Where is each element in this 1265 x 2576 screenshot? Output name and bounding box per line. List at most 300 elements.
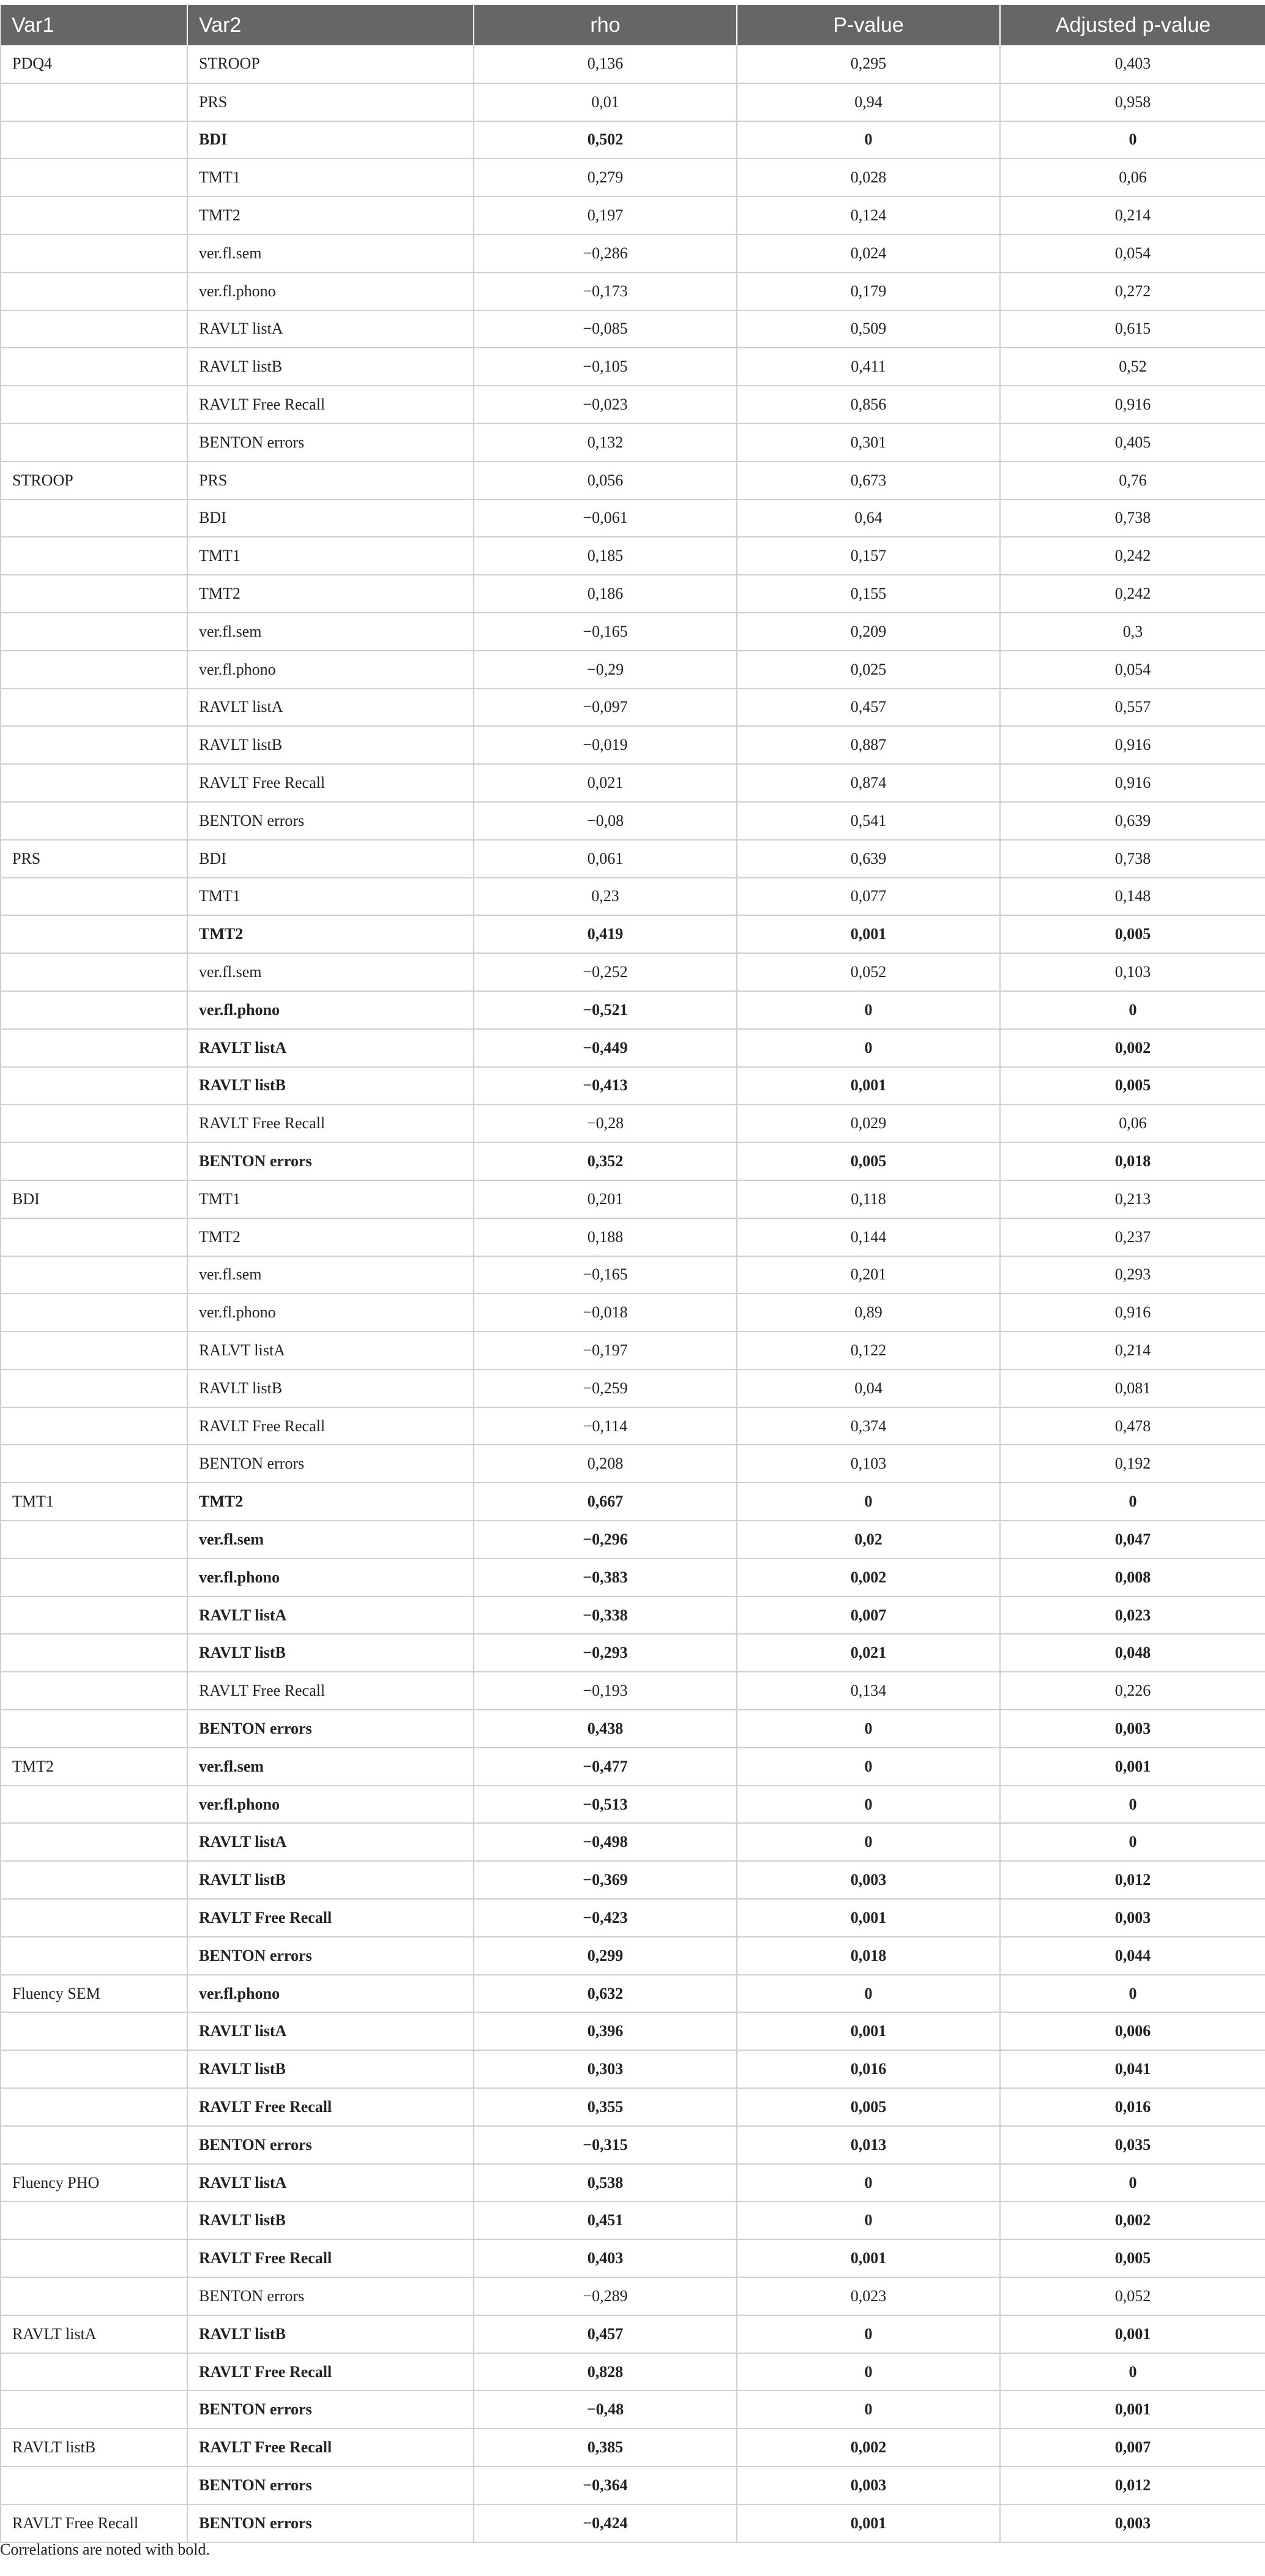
cell-adjusted-p-value: 0,557 xyxy=(1000,689,1265,727)
cell-p-value: 0,003 xyxy=(737,1861,1000,1899)
table-row xyxy=(1,1559,1265,1597)
cell-adjusted-p-value: 0,76 xyxy=(1000,462,1265,500)
cell-adjusted-p-value: 0,3 xyxy=(1000,613,1265,651)
cell-var2: ver.fl.sem xyxy=(187,1748,474,1786)
cell-adjusted-p-value: 0,916 xyxy=(1000,1294,1265,1331)
cell-adjusted-p-value: 0,001 xyxy=(1000,1748,1265,1786)
cell-var2: RAVLT listA xyxy=(187,1029,474,1067)
cell-var1 xyxy=(1,689,187,727)
cell-var2: ver.fl.sem xyxy=(187,234,474,272)
cell-var1 xyxy=(1,424,187,462)
cell-var1 xyxy=(1,1029,187,1067)
table-row xyxy=(1,764,1265,802)
cell-var2: BENTON errors xyxy=(187,2504,474,2542)
cell-var2: BENTON errors xyxy=(187,1710,474,1748)
cell-var2: TMT2 xyxy=(187,197,474,234)
cell-var1: Fluency SEM xyxy=(1,1975,187,2013)
cell-rho: 0,355 xyxy=(474,2088,737,2126)
cell-var2: RAVLT listB xyxy=(187,2315,474,2353)
cell-var2: ver.fl.phono xyxy=(187,1786,474,1824)
cell-adjusted-p-value: 0 xyxy=(1000,2164,1265,2202)
cell-p-value: 0 xyxy=(737,1975,1000,2013)
cell-p-value: 0,052 xyxy=(737,953,1000,991)
cell-rho: 0,667 xyxy=(474,1483,737,1521)
cell-adjusted-p-value: 0,52 xyxy=(1000,348,1265,386)
cell-var2: RAVLT listA xyxy=(187,310,474,348)
cell-var2: ver.fl.sem xyxy=(187,1256,474,1294)
cell-rho: −0,197 xyxy=(474,1331,737,1369)
cell-p-value: 0 xyxy=(737,1786,1000,1824)
table-row xyxy=(1,537,1265,575)
cell-p-value: 0,541 xyxy=(737,802,1000,840)
header-row xyxy=(1,5,1265,45)
cell-var2: BENTON errors xyxy=(187,2466,474,2504)
table-row xyxy=(1,1672,1265,1710)
cell-p-value: 0,118 xyxy=(737,1180,1000,1218)
correlation-table xyxy=(0,5,1265,2543)
cell-adjusted-p-value: 0,916 xyxy=(1000,386,1265,424)
cell-p-value: 0,887 xyxy=(737,726,1000,764)
cell-p-value: 0 xyxy=(737,2391,1000,2428)
cell-adjusted-p-value: 0,044 xyxy=(1000,1937,1265,1975)
cell-rho: −0,114 xyxy=(474,1407,737,1445)
cell-adjusted-p-value: 0,003 xyxy=(1000,2504,1265,2542)
cell-var2: RAVLT listA xyxy=(187,689,474,727)
cell-p-value: 0 xyxy=(737,1823,1000,1861)
table-row xyxy=(1,2050,1265,2088)
cell-rho: −0,364 xyxy=(474,2466,737,2504)
cell-rho: −0,193 xyxy=(474,1672,737,1710)
table-row xyxy=(1,386,1265,424)
cell-var2: RAVLT listA xyxy=(187,1597,474,1634)
table-row xyxy=(1,1294,1265,1331)
cell-var1 xyxy=(1,1559,187,1597)
header-p-value: P-value xyxy=(737,5,1000,45)
cell-var2: RAVLT Free Recall xyxy=(187,1672,474,1710)
cell-rho: −0,252 xyxy=(474,953,737,991)
cell-rho: −0,29 xyxy=(474,651,737,689)
cell-var1 xyxy=(1,2466,187,2504)
table-row xyxy=(1,2012,1265,2050)
table-row xyxy=(1,2277,1265,2315)
cell-p-value: 0,028 xyxy=(737,159,1000,197)
cell-rho: 0,056 xyxy=(474,462,737,500)
cell-rho: 0,457 xyxy=(474,2315,737,2353)
cell-var1: BDI xyxy=(1,1180,187,1218)
cell-rho: −0,165 xyxy=(474,613,737,651)
cell-p-value: 0,001 xyxy=(737,2504,1000,2542)
cell-adjusted-p-value: 0,916 xyxy=(1000,764,1265,802)
cell-rho: 0,438 xyxy=(474,1710,737,1748)
cell-var2: RAVLT Free Recall xyxy=(187,1899,474,1937)
cell-var1 xyxy=(1,1407,187,1445)
table-row xyxy=(1,689,1265,727)
cell-var2: BENTON errors xyxy=(187,1937,474,1975)
cell-adjusted-p-value: 0,003 xyxy=(1000,1710,1265,1748)
cell-var2: BENTON errors xyxy=(187,1142,474,1180)
cell-var2: RAVLT listB xyxy=(187,1861,474,1899)
cell-var2: BENTON errors xyxy=(187,1445,474,1483)
cell-rho: −0,477 xyxy=(474,1748,737,1786)
cell-p-value: 0,002 xyxy=(737,2428,1000,2466)
cell-adjusted-p-value: 0,006 xyxy=(1000,2012,1265,2050)
cell-adjusted-p-value: 0,213 xyxy=(1000,1180,1265,1218)
cell-rho: 0,188 xyxy=(474,1218,737,1256)
cell-p-value: 0 xyxy=(737,1483,1000,1521)
cell-var2: TMT2 xyxy=(187,575,474,613)
cell-adjusted-p-value: 0,041 xyxy=(1000,2050,1265,2088)
table-row xyxy=(1,840,1265,878)
table-row xyxy=(1,2239,1265,2277)
cell-rho: −0,424 xyxy=(474,2504,737,2542)
cell-rho: 0,299 xyxy=(474,1937,737,1975)
cell-rho: 0,419 xyxy=(474,915,737,953)
cell-var1 xyxy=(1,1218,187,1256)
cell-var2: ver.fl.phono xyxy=(187,1559,474,1597)
cell-rho: −0,061 xyxy=(474,500,737,537)
cell-adjusted-p-value: 0,054 xyxy=(1000,234,1265,272)
cell-var2: RAVLT listB xyxy=(187,1634,474,1672)
cell-p-value: 0,201 xyxy=(737,1256,1000,1294)
table-row xyxy=(1,462,1265,500)
cell-rho: 0,197 xyxy=(474,197,737,234)
cell-var2: RAVLT listB xyxy=(187,1067,474,1105)
cell-p-value: 0,02 xyxy=(737,1521,1000,1559)
table-row xyxy=(1,1256,1265,1294)
cell-adjusted-p-value: 0,005 xyxy=(1000,1067,1265,1105)
cell-p-value: 0,003 xyxy=(737,2466,1000,2504)
cell-p-value: 0,639 xyxy=(737,840,1000,878)
cell-var2: RAVLT Free Recall xyxy=(187,1407,474,1445)
header-rho: rho xyxy=(474,5,737,45)
cell-var2: TMT1 xyxy=(187,537,474,575)
cell-p-value: 0 xyxy=(737,991,1000,1029)
cell-var1 xyxy=(1,1067,187,1105)
cell-adjusted-p-value: 0 xyxy=(1000,1975,1265,2013)
cell-rho: −0,173 xyxy=(474,272,737,310)
cell-rho: −0,019 xyxy=(474,726,737,764)
cell-var2: BENTON errors xyxy=(187,2277,474,2315)
cell-p-value: 0,005 xyxy=(737,1142,1000,1180)
cell-p-value: 0,001 xyxy=(737,2239,1000,2277)
table-row xyxy=(1,1861,1265,1899)
cell-adjusted-p-value: 0,054 xyxy=(1000,651,1265,689)
cell-p-value: 0,024 xyxy=(737,234,1000,272)
cell-p-value: 0 xyxy=(737,1748,1000,1786)
table-row xyxy=(1,2315,1265,2353)
cell-adjusted-p-value: 0,242 xyxy=(1000,575,1265,613)
cell-p-value: 0 xyxy=(737,1029,1000,1067)
table-row xyxy=(1,2353,1265,2391)
cell-rho: −0,513 xyxy=(474,1786,737,1824)
table-row xyxy=(1,1786,1265,1824)
cell-rho: −0,338 xyxy=(474,1597,737,1634)
cell-p-value: 0,457 xyxy=(737,689,1000,727)
cell-adjusted-p-value: 0,639 xyxy=(1000,802,1265,840)
cell-var2: TMT2 xyxy=(187,915,474,953)
cell-adjusted-p-value: 0,001 xyxy=(1000,2315,1265,2353)
cell-var1 xyxy=(1,726,187,764)
cell-var1 xyxy=(1,83,187,121)
cell-var1 xyxy=(1,1369,187,1407)
cell-var1 xyxy=(1,121,187,159)
cell-var1 xyxy=(1,1142,187,1180)
cell-p-value: 0,64 xyxy=(737,500,1000,537)
cell-p-value: 0,411 xyxy=(737,348,1000,386)
cell-rho: 0,451 xyxy=(474,2201,737,2239)
cell-rho: 0,201 xyxy=(474,1180,737,1218)
cell-var2: RAVLT Free Recall xyxy=(187,764,474,802)
cell-adjusted-p-value: 0,047 xyxy=(1000,1521,1265,1559)
cell-var1 xyxy=(1,500,187,537)
cell-rho: 0,828 xyxy=(474,2353,737,2391)
cell-adjusted-p-value: 0,738 xyxy=(1000,840,1265,878)
cell-var2: ver.fl.phono xyxy=(187,272,474,310)
cell-var1 xyxy=(1,991,187,1029)
cell-var2: TMT2 xyxy=(187,1483,474,1521)
cell-rho: −0,259 xyxy=(474,1369,737,1407)
cell-rho: 0,132 xyxy=(474,424,737,462)
cell-rho: −0,423 xyxy=(474,1899,737,1937)
cell-adjusted-p-value: 0 xyxy=(1000,121,1265,159)
cell-var1 xyxy=(1,1294,187,1331)
table-row xyxy=(1,1823,1265,1861)
cell-var1 xyxy=(1,764,187,802)
cell-adjusted-p-value: 0,023 xyxy=(1000,1597,1265,1634)
cell-rho: −0,289 xyxy=(474,2277,737,2315)
cell-rho: −0,48 xyxy=(474,2391,737,2428)
cell-var1 xyxy=(1,1597,187,1634)
cell-p-value: 0,157 xyxy=(737,537,1000,575)
cell-adjusted-p-value: 0,012 xyxy=(1000,2466,1265,2504)
cell-p-value: 0,007 xyxy=(737,1597,1000,1634)
cell-p-value: 0,029 xyxy=(737,1104,1000,1142)
cell-var1 xyxy=(1,272,187,310)
cell-var1 xyxy=(1,348,187,386)
cell-p-value: 0,005 xyxy=(737,2088,1000,2126)
cell-p-value: 0,301 xyxy=(737,424,1000,462)
cell-var2: RAVLT listA xyxy=(187,1823,474,1861)
cell-p-value: 0,013 xyxy=(737,2126,1000,2164)
cell-var2: RAVLT Free Recall xyxy=(187,2428,474,2466)
table-row xyxy=(1,915,1265,953)
cell-var2: ver.fl.sem xyxy=(187,1521,474,1559)
cell-p-value: 0 xyxy=(737,2315,1000,2353)
cell-adjusted-p-value: 0,272 xyxy=(1000,272,1265,310)
cell-var1 xyxy=(1,310,187,348)
cell-adjusted-p-value: 0,016 xyxy=(1000,2088,1265,2126)
cell-var1: PRS xyxy=(1,840,187,878)
table-row xyxy=(1,1104,1265,1142)
cell-var2: BDI xyxy=(187,500,474,537)
cell-p-value: 0,155 xyxy=(737,575,1000,613)
cell-var2: RAVLT listA xyxy=(187,2164,474,2202)
cell-p-value: 0,122 xyxy=(737,1331,1000,1369)
cell-p-value: 0,874 xyxy=(737,764,1000,802)
cell-adjusted-p-value: 0,002 xyxy=(1000,1029,1265,1067)
cell-adjusted-p-value: 0,405 xyxy=(1000,424,1265,462)
cell-adjusted-p-value: 0,148 xyxy=(1000,878,1265,916)
cell-adjusted-p-value: 0,237 xyxy=(1000,1218,1265,1256)
cell-rho: −0,097 xyxy=(474,689,737,727)
cell-p-value: 0,018 xyxy=(737,1937,1000,1975)
cell-adjusted-p-value: 0 xyxy=(1000,1786,1265,1824)
cell-var1 xyxy=(1,1672,187,1710)
cell-var1 xyxy=(1,2239,187,2277)
table-row xyxy=(1,2088,1265,2126)
table-row xyxy=(1,726,1265,764)
cell-var2: TMT1 xyxy=(187,878,474,916)
table-row xyxy=(1,613,1265,651)
cell-var2: PRS xyxy=(187,462,474,500)
cell-p-value: 0,295 xyxy=(737,45,1000,83)
cell-p-value: 0,134 xyxy=(737,1672,1000,1710)
table-row xyxy=(1,1369,1265,1407)
table-row xyxy=(1,1180,1265,1218)
cell-adjusted-p-value: 0,008 xyxy=(1000,1559,1265,1597)
cell-var1 xyxy=(1,1104,187,1142)
cell-var2: RAVLT listB xyxy=(187,2050,474,2088)
cell-adjusted-p-value: 0,005 xyxy=(1000,2239,1265,2277)
cell-rho: 0,303 xyxy=(474,2050,737,2088)
cell-var2: BDI xyxy=(187,121,474,159)
cell-var1 xyxy=(1,1634,187,1672)
cell-var1 xyxy=(1,1786,187,1824)
cell-adjusted-p-value: 0,06 xyxy=(1000,1104,1265,1142)
cell-var2: ver.fl.phono xyxy=(187,991,474,1029)
correlation-table-container xyxy=(0,5,1265,2543)
cell-p-value: 0 xyxy=(737,2353,1000,2391)
cell-adjusted-p-value: 0,035 xyxy=(1000,2126,1265,2164)
cell-adjusted-p-value: 0,214 xyxy=(1000,1331,1265,1369)
table-row xyxy=(1,1975,1265,2013)
cell-p-value: 0,856 xyxy=(737,386,1000,424)
cell-var1 xyxy=(1,2050,187,2088)
cell-var2: RAVLT listB xyxy=(187,348,474,386)
table-row xyxy=(1,878,1265,916)
cell-var2: RAVLT listA xyxy=(187,2012,474,2050)
cell-var1 xyxy=(1,1823,187,1861)
cell-adjusted-p-value: 0,081 xyxy=(1000,1369,1265,1407)
table-row xyxy=(1,1142,1265,1180)
cell-var2: STROOP xyxy=(187,45,474,83)
cell-var2: ver.fl.sem xyxy=(187,953,474,991)
cell-rho: 0,279 xyxy=(474,159,737,197)
cell-p-value: 0,144 xyxy=(737,1218,1000,1256)
cell-rho: −0,28 xyxy=(474,1104,737,1142)
cell-adjusted-p-value: 0,916 xyxy=(1000,726,1265,764)
cell-rho: −0,286 xyxy=(474,234,737,272)
cell-p-value: 0,94 xyxy=(737,83,1000,121)
cell-var1: TMT1 xyxy=(1,1483,187,1521)
cell-var1 xyxy=(1,1331,187,1369)
table-row xyxy=(1,2466,1265,2504)
cell-p-value: 0,209 xyxy=(737,613,1000,651)
cell-adjusted-p-value: 0,293 xyxy=(1000,1256,1265,1294)
cell-var1: STROOP xyxy=(1,462,187,500)
cell-p-value: 0,374 xyxy=(737,1407,1000,1445)
cell-rho: 0,185 xyxy=(474,537,737,575)
cell-rho: 0,502 xyxy=(474,121,737,159)
cell-adjusted-p-value: 0,403 xyxy=(1000,45,1265,83)
cell-adjusted-p-value: 0,018 xyxy=(1000,1142,1265,1180)
table-row xyxy=(1,2126,1265,2164)
cell-adjusted-p-value: 0,052 xyxy=(1000,2277,1265,2315)
table-row xyxy=(1,1331,1265,1369)
cell-var1: RAVLT listA xyxy=(1,2315,187,2353)
cell-var1: RAVLT listB xyxy=(1,2428,187,2466)
cell-adjusted-p-value: 0,192 xyxy=(1000,1445,1265,1483)
cell-p-value: 0,001 xyxy=(737,1067,1000,1105)
cell-rho: −0,293 xyxy=(474,1634,737,1672)
cell-rho: −0,315 xyxy=(474,2126,737,2164)
cell-var2: RAVLT Free Recall xyxy=(187,1104,474,1142)
cell-var1 xyxy=(1,2012,187,2050)
cell-var1 xyxy=(1,802,187,840)
cell-adjusted-p-value: 0,214 xyxy=(1000,197,1265,234)
cell-var2: TMT1 xyxy=(187,159,474,197)
cell-rho: 0,632 xyxy=(474,1975,737,2013)
cell-var2: BENTON errors xyxy=(187,2126,474,2164)
table-row xyxy=(1,1937,1265,1975)
table-row xyxy=(1,1521,1265,1559)
cell-adjusted-p-value: 0 xyxy=(1000,1823,1265,1861)
cell-rho: −0,521 xyxy=(474,991,737,1029)
cell-p-value: 0,673 xyxy=(737,462,1000,500)
cell-rho: 0,061 xyxy=(474,840,737,878)
table-row xyxy=(1,1029,1265,1067)
cell-adjusted-p-value: 0,478 xyxy=(1000,1407,1265,1445)
cell-var2: BENTON errors xyxy=(187,424,474,462)
table-row xyxy=(1,159,1265,197)
cell-var1 xyxy=(1,234,187,272)
cell-var2: RAVLT Free Recall xyxy=(187,2239,474,2277)
table-row xyxy=(1,2428,1265,2466)
cell-rho: −0,085 xyxy=(474,310,737,348)
cell-var1 xyxy=(1,1937,187,1975)
table-row xyxy=(1,953,1265,991)
table-row xyxy=(1,121,1265,159)
table-row xyxy=(1,348,1265,386)
cell-rho: −0,023 xyxy=(474,386,737,424)
table-row xyxy=(1,310,1265,348)
cell-rho: 0,396 xyxy=(474,2012,737,2050)
cell-adjusted-p-value: 0,002 xyxy=(1000,2201,1265,2239)
cell-var1 xyxy=(1,613,187,651)
table-row xyxy=(1,1634,1265,1672)
cell-var2: BENTON errors xyxy=(187,802,474,840)
cell-rho: 0,352 xyxy=(474,1142,737,1180)
table-row xyxy=(1,424,1265,462)
cell-var1 xyxy=(1,2353,187,2391)
cell-rho: −0,018 xyxy=(474,1294,737,1331)
cell-adjusted-p-value: 0,001 xyxy=(1000,2391,1265,2428)
cell-var1 xyxy=(1,159,187,197)
cell-adjusted-p-value: 0 xyxy=(1000,991,1265,1029)
cell-rho: 0,136 xyxy=(474,45,737,83)
cell-p-value: 0,021 xyxy=(737,1634,1000,1672)
cell-var1 xyxy=(1,197,187,234)
table-row xyxy=(1,1597,1265,1634)
table-row xyxy=(1,1899,1265,1937)
cell-rho: −0,449 xyxy=(474,1029,737,1067)
cell-adjusted-p-value: 0 xyxy=(1000,1483,1265,1521)
cell-var1 xyxy=(1,2277,187,2315)
cell-rho: 0,01 xyxy=(474,83,737,121)
table-row xyxy=(1,272,1265,310)
cell-rho: −0,165 xyxy=(474,1256,737,1294)
cell-p-value: 0,89 xyxy=(737,1294,1000,1331)
